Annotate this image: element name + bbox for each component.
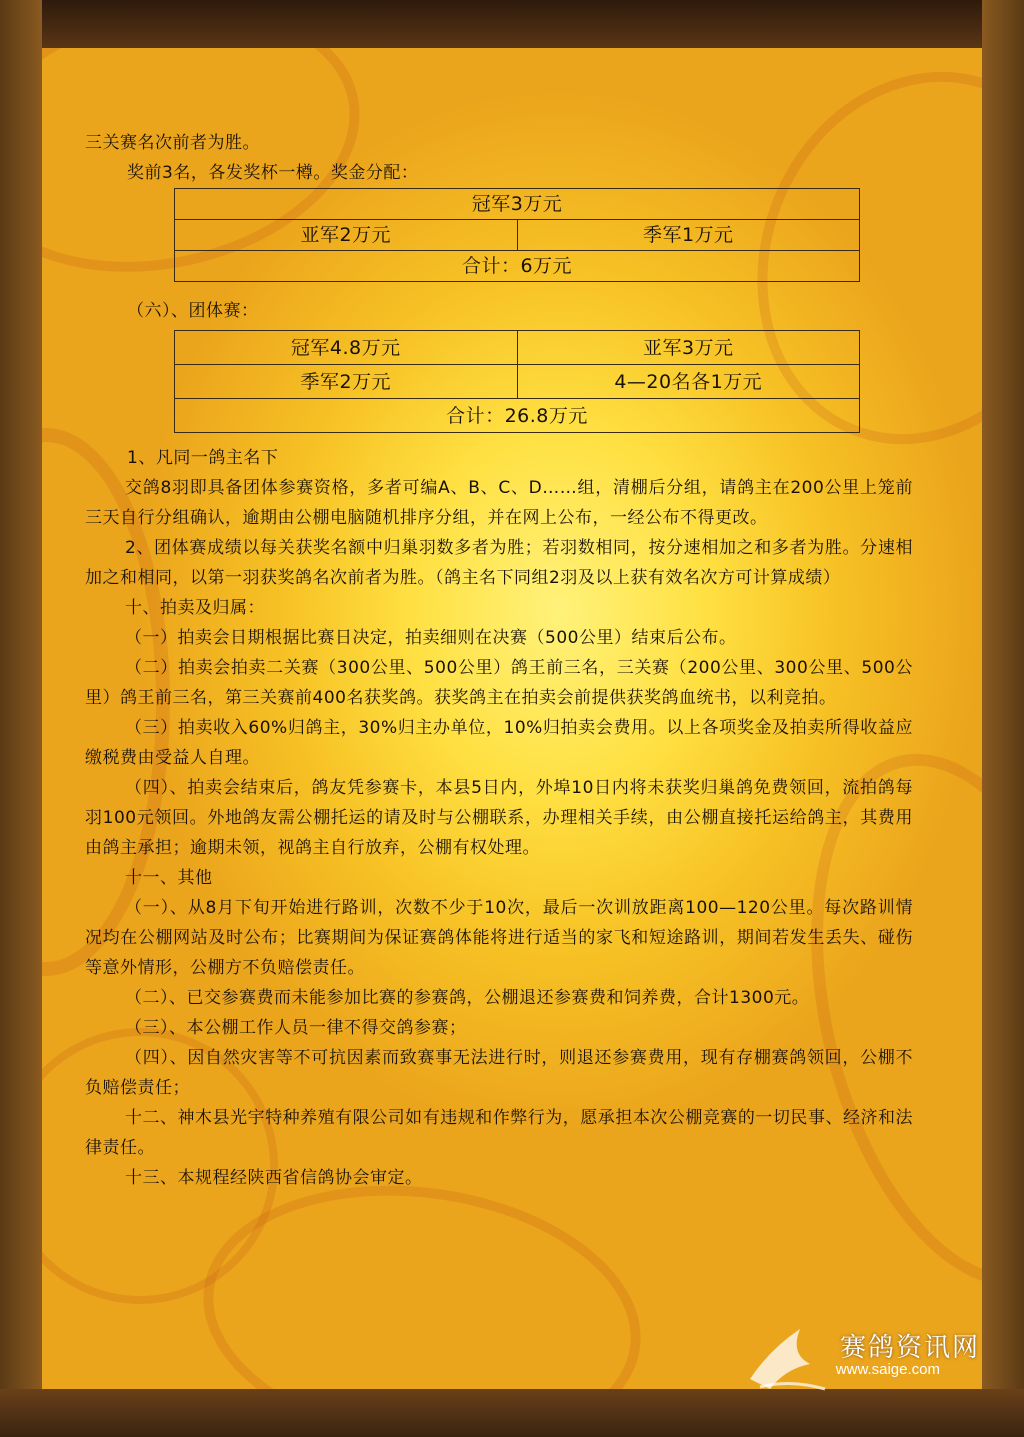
paragraph: （四）、因自然灾害等不可抗因素而致赛事无法进行时，则退还参赛费用，现有存棚赛鸽领回，公棚不负赔偿责任； — [85, 1048, 913, 1098]
section-heading: （六）、团体赛： — [127, 301, 259, 321]
team-runner-up: 亚军3万元 — [517, 331, 860, 365]
paragraph: 三关赛名次前者为胜。 — [85, 133, 260, 153]
paragraph: 1、凡同一鸽主名下 — [127, 448, 279, 468]
paragraph: （三）、本公棚工作人员一律不得交鸽参赛； — [125, 1018, 467, 1038]
frame-left — [0, 0, 42, 1437]
watermark-site-name: 赛鸽资讯网 — [839, 1333, 980, 1363]
paragraph: （一）、从8月下旬开始进行路训，次数不少于10次，最后一次训放距离100—120公里。每次路训情况均在公棚网站及时公布；比赛期间为保证赛鸽体能将进行适当的家飞和短途路训，期间若发生丢失、碰伤等意外情形，公棚方不负赔偿责任。 — [85, 898, 913, 978]
pigeon-logo-icon — [740, 1309, 830, 1399]
team-champion: 冠军4.8万元 — [175, 331, 518, 365]
prize-table — [174, 188, 860, 282]
paragraph: （二）、已交参赛费而未能参加比赛的参赛鸽，公棚退还参赛费和饲养费，合计1300元。 — [125, 988, 810, 1008]
team-prize-table — [174, 330, 860, 433]
team-rank-4-20: 4—20名各1万元 — [517, 365, 860, 399]
team-third: 季军2万元 — [175, 365, 518, 399]
watermark-url: www.saige.com — [835, 1361, 940, 1378]
document-content — [85, 128, 913, 1193]
paragraph: 交鸽8羽即具备团体参赛资格，多者可编A、B、C、D……组，清棚后分组，请鸽主在200公里上笼前三天自行分组确认，逾期由公棚电脑随机排序分组，并在网上公布，一经公布不得更改。 — [85, 478, 913, 528]
paragraph: 奖前3名，各发奖杯一樽。奖金分配： — [127, 163, 419, 183]
paragraph: 十二、神木县光宇特种养殖有限公司如有违规和作弊行为，愿承担本次公棚竞赛的一切民事、经济和法律责任。 — [85, 1108, 913, 1158]
team-total: 合计：26.8万元 — [175, 399, 860, 433]
prize-third: 季军1万元 — [517, 220, 860, 251]
prize-total: 合计：6万元 — [175, 251, 860, 282]
paragraph: 2、团体赛成绩以每关获奖名额中归巢羽数多者为胜；若羽数相同，按分速相加之和多者为胜。分速相加之和相同，以第一羽获奖鸽名次前者为胜。（鸽主名下同组2羽及以上获有效名次方可计算成绩） — [85, 538, 913, 588]
frame-top — [0, 0, 1024, 48]
section-heading: 十、拍卖及归属： — [125, 598, 265, 618]
site-watermark — [740, 1309, 980, 1409]
paragraph: （二）拍卖会拍卖二关赛（300公里、500公里）鸽王前三名，三关赛（200公里、300公里、500公里）鸽王前三名，第三关赛前400名获奖鸽。获奖鸽主在拍卖会前提供获奖鸽血统书，以利竞拍。 — [85, 658, 913, 708]
frame-right — [982, 0, 1024, 1437]
paragraph: （三）拍卖收入60%归鸽主，30%归主办单位，10%归拍卖会费用。以上各项奖金及拍卖所得收益应缴税费由受益人自理。 — [85, 718, 913, 768]
paragraph: （四）、拍卖会结束后，鸽友凭参赛卡，本县5日内，外埠10日内将未获奖归巢鸽免费领回，流拍鸽每羽100元领回。外地鸽友需公棚托运的请及时与公棚联系，办理相关手续，由公棚直接托运给鸽主，其费用由鸽主承担；逾期未领，视鸽主自行放弃，公棚有权处理。 — [85, 778, 913, 858]
prize-runner-up: 亚军2万元 — [175, 220, 518, 251]
section-heading: 十一、其他 — [125, 868, 213, 888]
prize-champion: 冠军3万元 — [175, 189, 860, 220]
paragraph: （一）拍卖会日期根据比赛日决定，拍卖细则在决赛（500公里）结束后公布。 — [125, 628, 737, 648]
paragraph: 十三、本规程经陕西省信鸽协会审定。 — [125, 1168, 423, 1188]
